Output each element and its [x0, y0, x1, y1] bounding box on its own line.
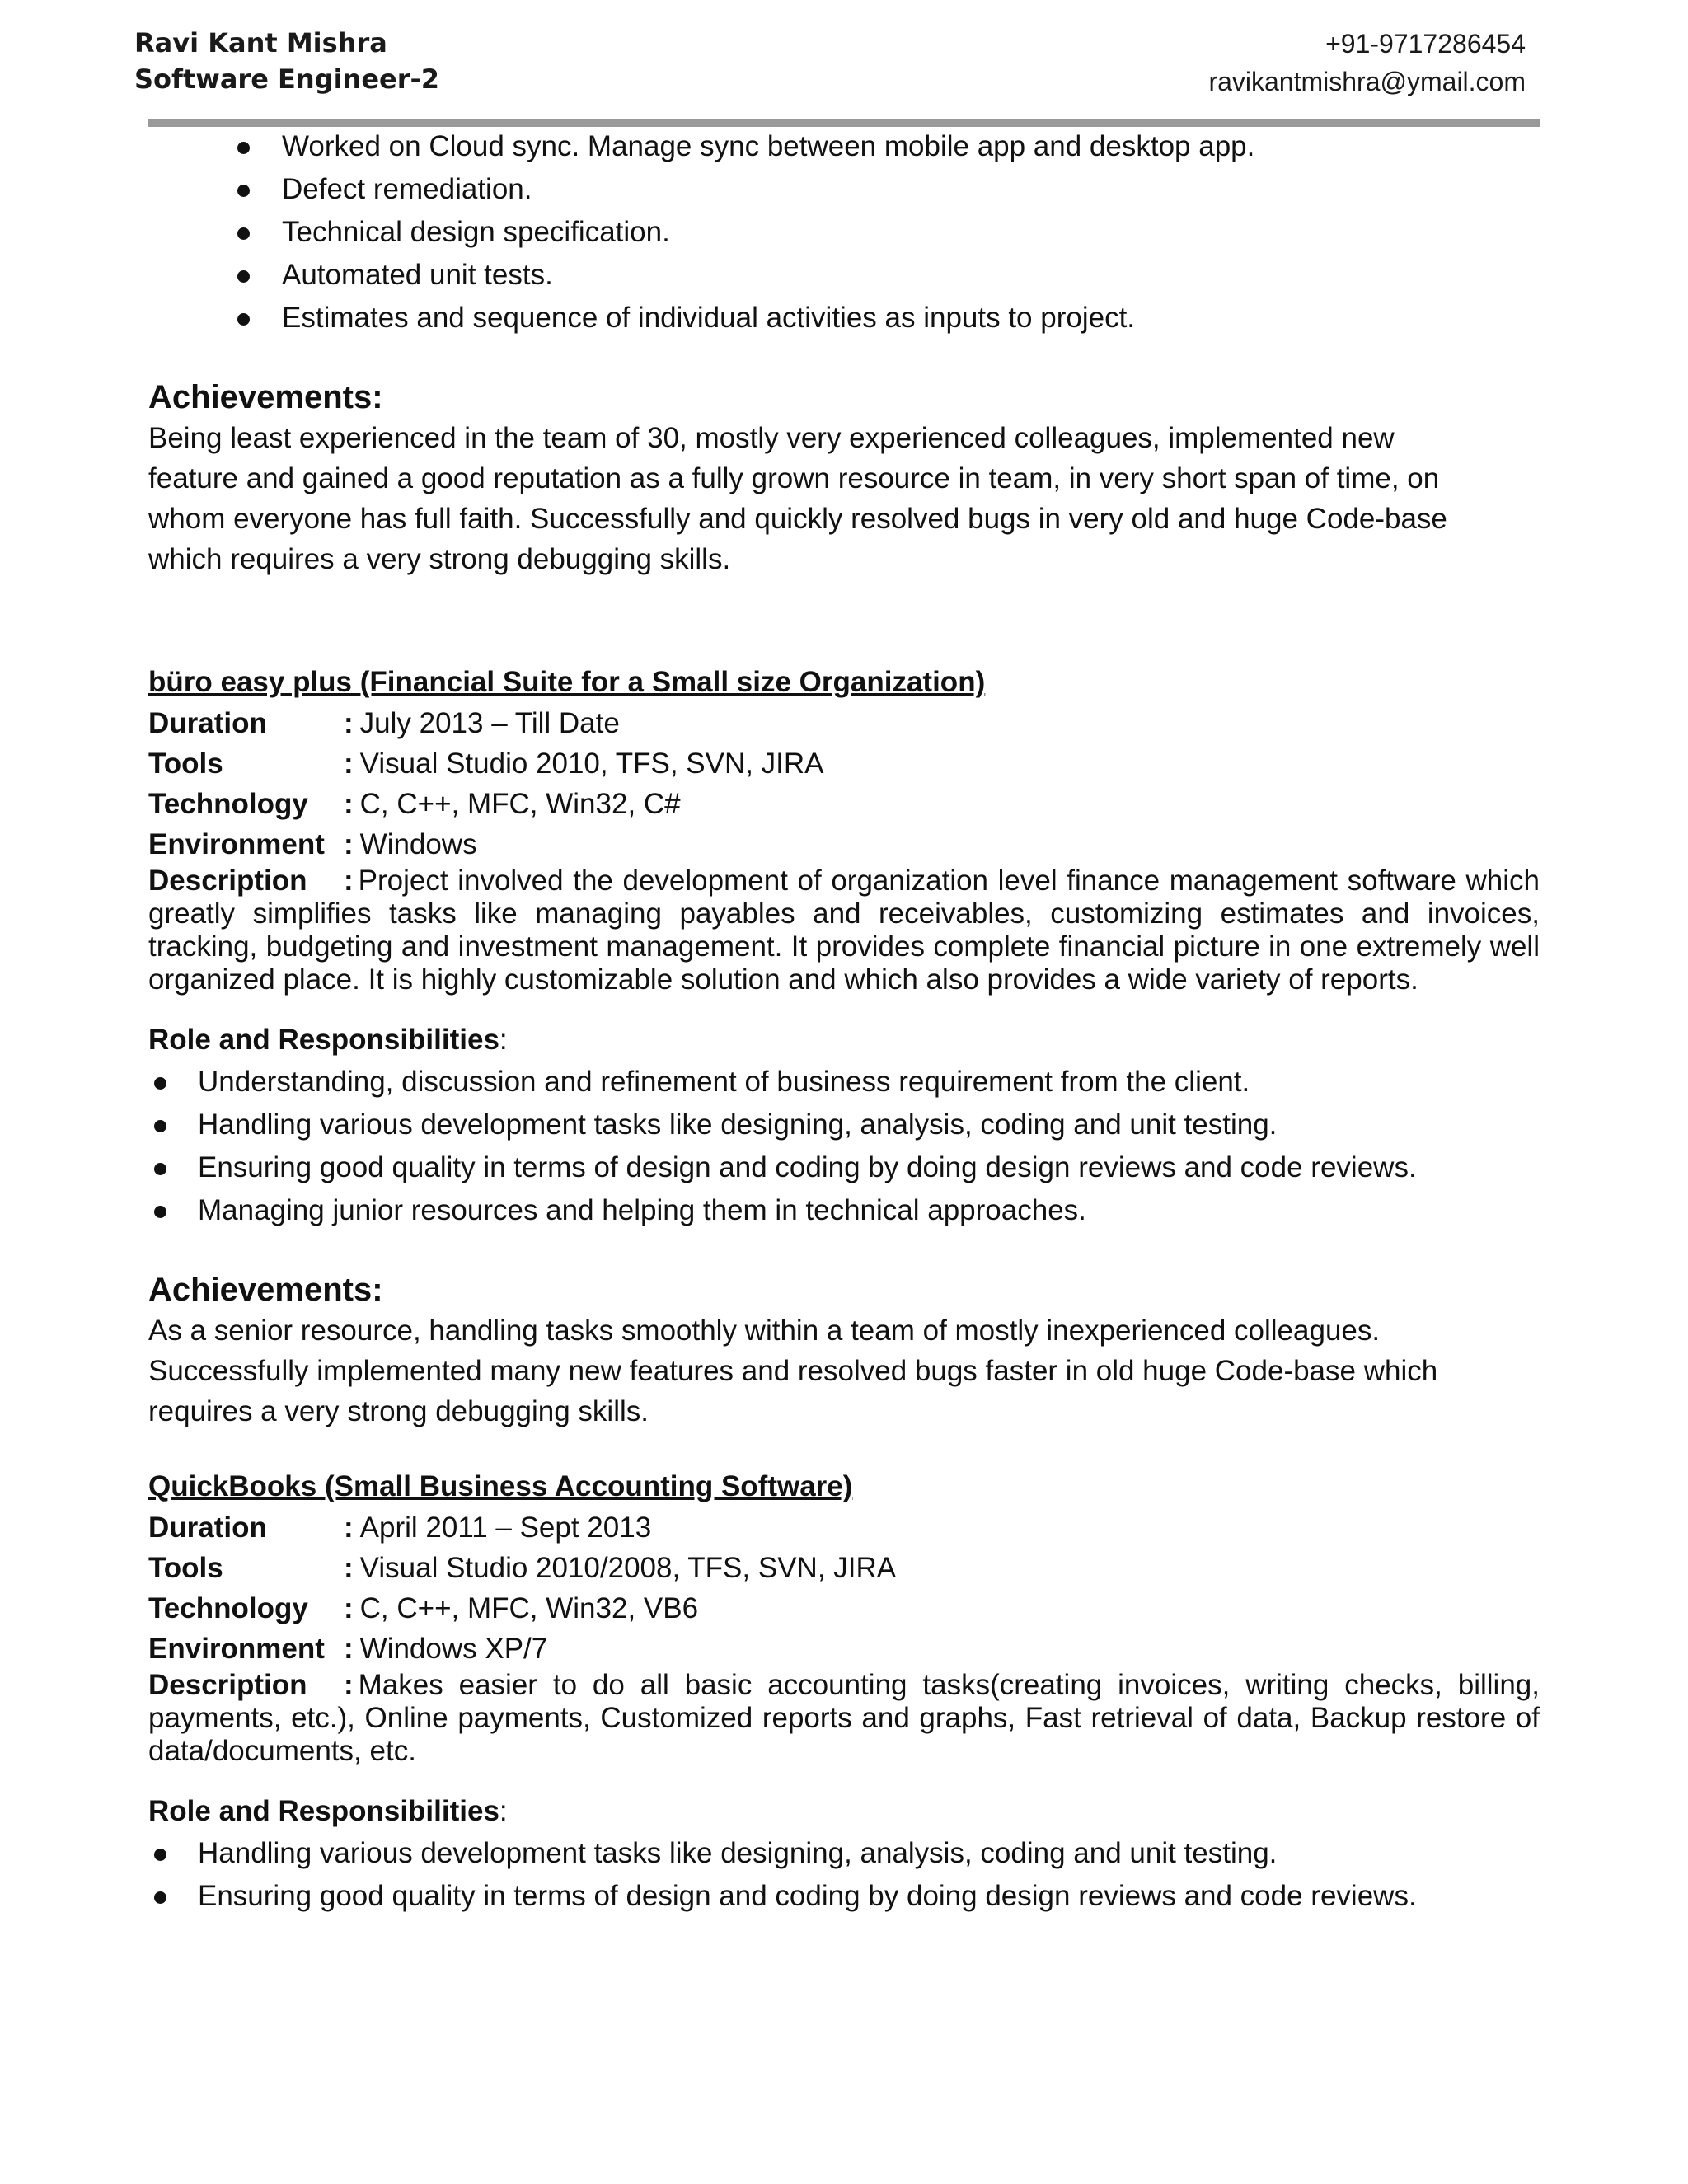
list-item: Automated unit tests.: [148, 254, 1540, 297]
field-value: C, C++, MFC, Win32, C#: [359, 788, 681, 820]
description-paragraph: Description : Makes easier to do all basic accounting tasks(creating invoices, writing checks, billing, payments, etc.), Online payments, Customized reports and graphs, Fast retrieval of data, Backup restore of data/documents, etc.: [148, 1669, 1540, 1767]
field-label: Technology: [148, 788, 308, 820]
role-heading: Role and Responsibilities:: [148, 1024, 508, 1056]
duration-row: Duration : April 2011 – Sept 2013: [148, 1507, 1540, 1548]
paragraph-line: whom everyone has full faith. Successfully and quickly resolved bugs in very old and huge Code-base: [148, 503, 1447, 535]
field-label: Technology: [148, 1592, 308, 1624]
field-label: Duration: [148, 707, 267, 739]
field-value: Visual Studio 2010, TFS, SVN, JIRA: [359, 748, 824, 780]
paragraph-line: which requires a very strong debugging skills.: [148, 543, 731, 575]
project-title: büro easy plus (Financial Suite for a Small size Organization): [148, 666, 986, 698]
list-item: Handling various development tasks like designing, analysis, coding and unit testing.: [148, 1832, 1540, 1875]
field-value: Makes easier to do all basic accounting tasks(creating invoices, writing checks, billing, payments, etc.), Online payments, Customized reports and graphs, Fast retrieval of data, Backup restore of data/documents, etc.: [148, 1669, 1540, 1767]
paragraph-line: feature and gained a good reputation as a fully grown resource in team, in very short span of time, on: [148, 462, 1440, 494]
achievements-paragraph: [148, 418, 1540, 579]
field-label: Tools: [148, 1552, 223, 1584]
field-label: Environment: [148, 828, 325, 860]
list-item: Ensuring good quality in terms of design and coding by doing design reviews and code reviews.: [148, 1875, 1540, 1918]
role-heading: Role and Responsibilities:: [148, 1795, 508, 1827]
paragraph-line: requires a very strong debugging skills.: [148, 1395, 649, 1427]
list-item: Managing junior resources and helping them in technical approaches.: [148, 1189, 1540, 1232]
list-item: Handling various development tasks like designing, analysis, coding and unit testing.: [148, 1104, 1540, 1146]
field-label: Duration: [148, 1511, 267, 1544]
technology-row: Technology : C, C++, MFC, Win32, VB6: [148, 1588, 1540, 1629]
field-label: Description: [148, 865, 307, 897]
project-title: QuickBooks (Small Business Accounting Software): [148, 1470, 853, 1502]
list-item: Understanding, discussion and refinement of business requirement from the client.: [148, 1061, 1540, 1104]
field-value: Project involved the development of organization level finance management software which greatly simplifies tasks like managing payables and receivables, customizing estimates and invoices, tracking, budgeting and investment management. It provides complete financial picture in one extremely well organized place. It is highly customizable solution and which also provides a wide variety of reports.: [148, 865, 1540, 996]
achievements-paragraph: [148, 1310, 1540, 1432]
tools-row: Tools : Visual Studio 2010, TFS, SVN, JIRA: [148, 743, 1540, 784]
paragraph-line: As a senior resource, handling tasks smoothly within a team of mostly inexperienced colleagues.: [148, 1315, 1381, 1347]
paragraph-line: Being least experienced in the team of 30, mostly very experienced colleagues, implemented new: [148, 422, 1395, 454]
paragraph-line: Successfully implemented many new features and resolved bugs faster in old huge Code-base which: [148, 1355, 1438, 1387]
field-label: Description: [148, 1669, 307, 1701]
header-right: [1208, 25, 1526, 101]
list-item: Defect remediation.: [148, 168, 1540, 211]
achievements-heading: Achievements:: [148, 379, 383, 415]
top-bullet-list: [148, 125, 1540, 340]
resume-content: [148, 125, 1540, 1918]
achievements-heading: Achievements:: [148, 1272, 383, 1308]
candidate-title: Software Engineer-2: [134, 63, 440, 95]
phone-number: +91-9717286454: [1325, 29, 1526, 59]
technology-row: Technology : C, C++, MFC, Win32, C#: [148, 784, 1540, 824]
field-value: July 2013 – Till Date: [359, 707, 620, 739]
field-value: April 2011 – Sept 2013: [359, 1511, 652, 1544]
field-value: C, C++, MFC, Win32, VB6: [359, 1592, 699, 1624]
field-label: Environment: [148, 1633, 325, 1665]
list-item: Worked on Cloud sync. Manage sync between mobile app and desktop app.: [148, 125, 1540, 168]
role-list: [148, 1061, 1540, 1232]
role-list: [148, 1832, 1540, 1918]
field-value: Windows XP/7: [359, 1633, 548, 1665]
candidate-name: Ravi Kant Mishra: [134, 27, 387, 59]
duration-row: Duration : July 2013 – Till Date: [148, 703, 1540, 743]
list-item: Estimates and sequence of individual activities as inputs to project.: [148, 297, 1540, 340]
environment-row: Environment : Windows XP/7: [148, 1629, 1540, 1669]
environment-row: Environment : Windows: [148, 824, 1540, 865]
email-address: ravikantmishra@ymail.com: [1208, 67, 1526, 96]
tools-row: Tools : Visual Studio 2010/2008, TFS, SVN, JIRA: [148, 1548, 1540, 1588]
list-item: Ensuring good quality in terms of design and coding by doing design reviews and code reviews.: [148, 1146, 1540, 1189]
field-value: Windows: [359, 828, 477, 860]
field-label: Tools: [148, 748, 223, 780]
field-value: Visual Studio 2010/2008, TFS, SVN, JIRA: [359, 1552, 897, 1584]
header-left: [134, 25, 439, 97]
description-paragraph: Description : Project involved the development of organization level finance management software which greatly simplifies tasks like managing payables and receivables, customizing estimates and invoices, tracking, budgeting and investment management. It provides complete financial picture in one extremely well organized place. It is highly customizable solution and which also provides a wide variety of reports.: [148, 865, 1540, 996]
list-item: Technical design specification.: [148, 211, 1540, 254]
